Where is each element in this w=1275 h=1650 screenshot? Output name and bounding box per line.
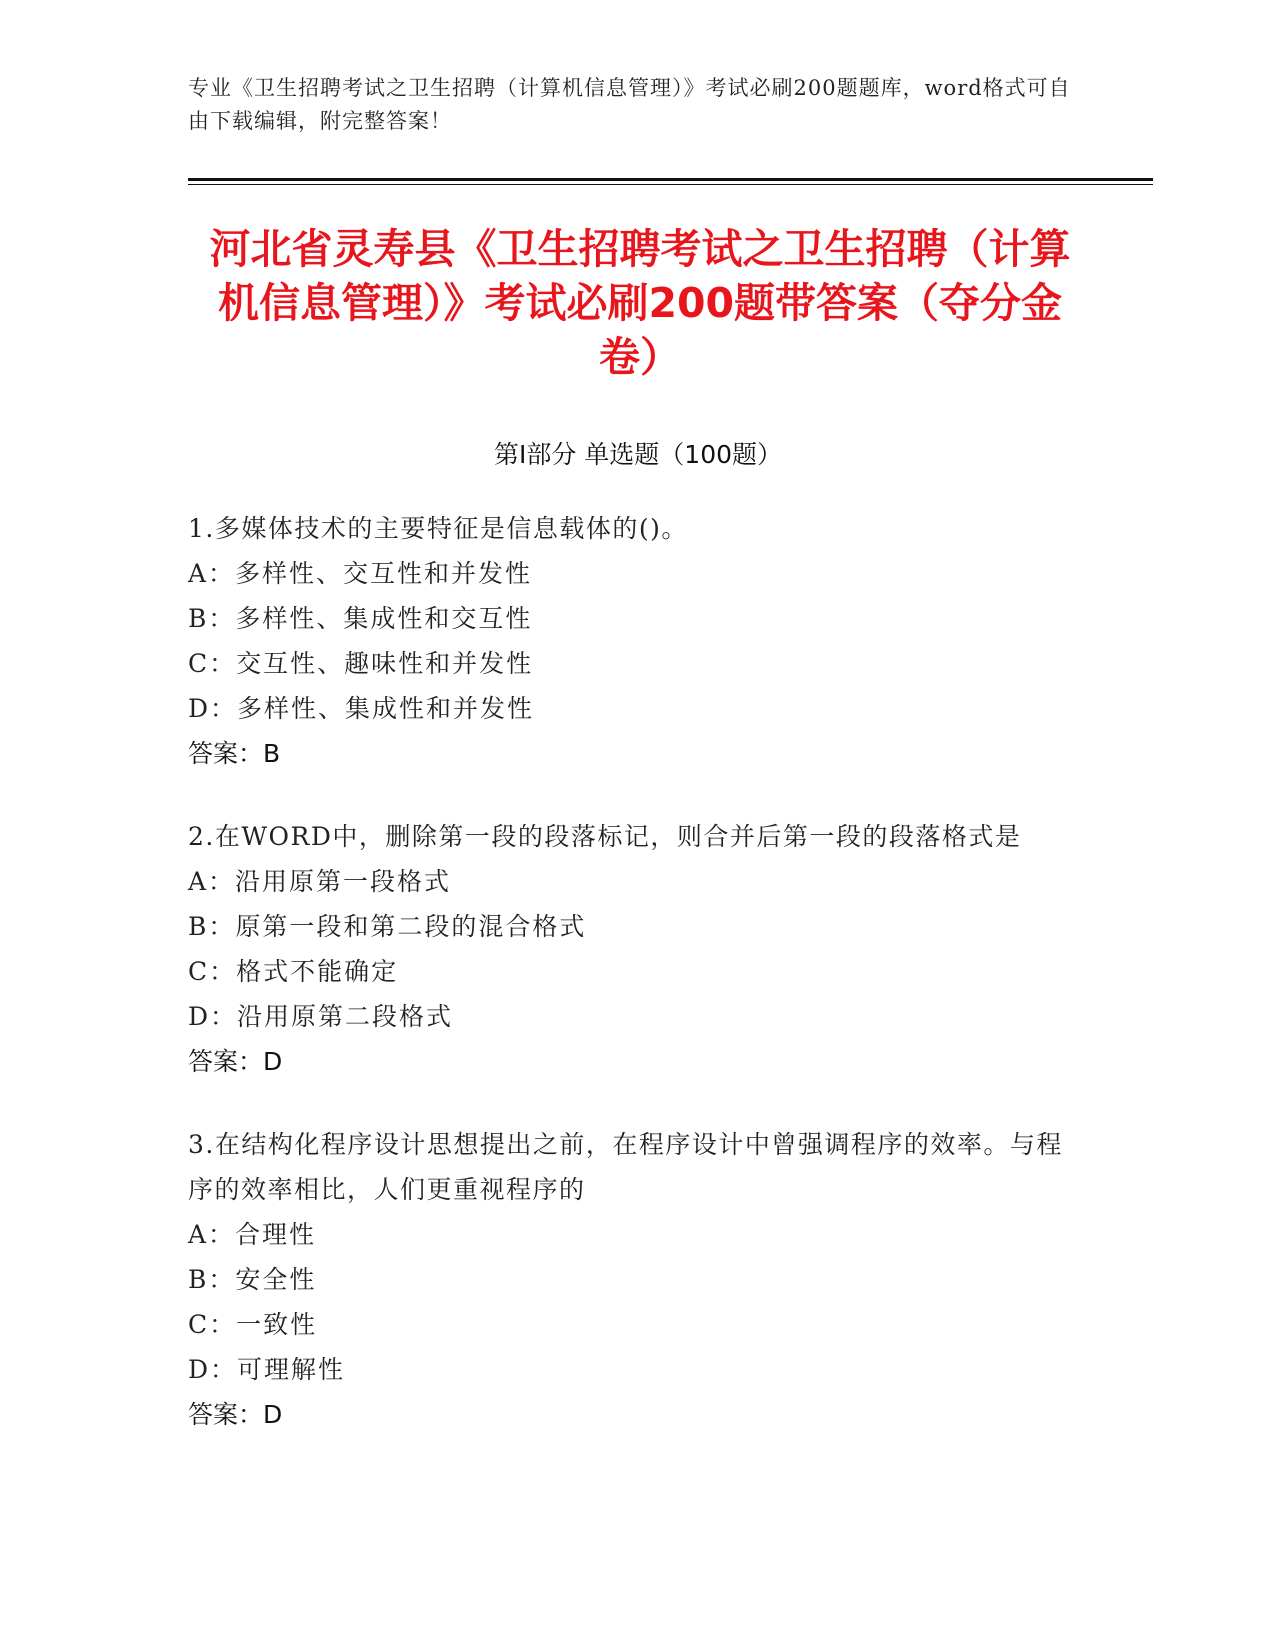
answer: 答案：D xyxy=(188,1047,283,1076)
option-c: C：一致性 xyxy=(188,1310,318,1339)
question-stem: 2.在WORD中，删除第一段的段落标记，则合并后第一段的段落格式是 xyxy=(188,822,1022,851)
option-b: B：原第一段和第二段的混合格式 xyxy=(188,912,587,941)
question-3 xyxy=(188,1122,1088,1437)
question-stem: 1.多媒体技术的主要特征是信息载体的()。 xyxy=(188,514,688,543)
option-d: D：多样性、集成性和并发性 xyxy=(188,694,535,723)
question-2 xyxy=(188,814,1088,1084)
question-stem: 3.在结构化程序设计思想提出之前，在程序设计中曾强调程序的效率。与程序的效率相比，人们更重视程序的 xyxy=(188,1130,1063,1204)
option-a: A：多样性、交互性和并发性 xyxy=(188,559,533,588)
answer: 答案：D xyxy=(188,1400,283,1429)
option-c: C：格式不能确定 xyxy=(188,957,399,986)
header-divider-thick xyxy=(188,178,1153,181)
header-divider-thin xyxy=(188,184,1153,185)
document-title: 河北省灵寿县《卫生招聘考试之卫生招聘（计算机信息管理）》考试必刷200题带答案（夺分金卷） xyxy=(209,225,1071,381)
option-b: B：多样性、集成性和交互性 xyxy=(188,604,533,633)
option-a: A：沿用原第一段格式 xyxy=(188,867,452,896)
section-heading: 第Ⅰ部分 单选题（100题） xyxy=(493,440,783,469)
option-a: A：合理性 xyxy=(188,1220,317,1249)
option-c: C：交互性、趣味性和并发性 xyxy=(188,649,534,678)
option-d: D：可理解性 xyxy=(188,1355,346,1384)
option-b: B：安全性 xyxy=(188,1265,317,1294)
header-note: 专业《卫生招聘考试之卫生招聘（计算机信息管理）》考试必刷200题题库，word格式可自由下载编辑，附完整答案！ xyxy=(188,76,1071,133)
question-1 xyxy=(188,506,1088,776)
option-d: D：沿用原第二段格式 xyxy=(188,1002,454,1031)
answer: 答案：B xyxy=(188,739,281,768)
